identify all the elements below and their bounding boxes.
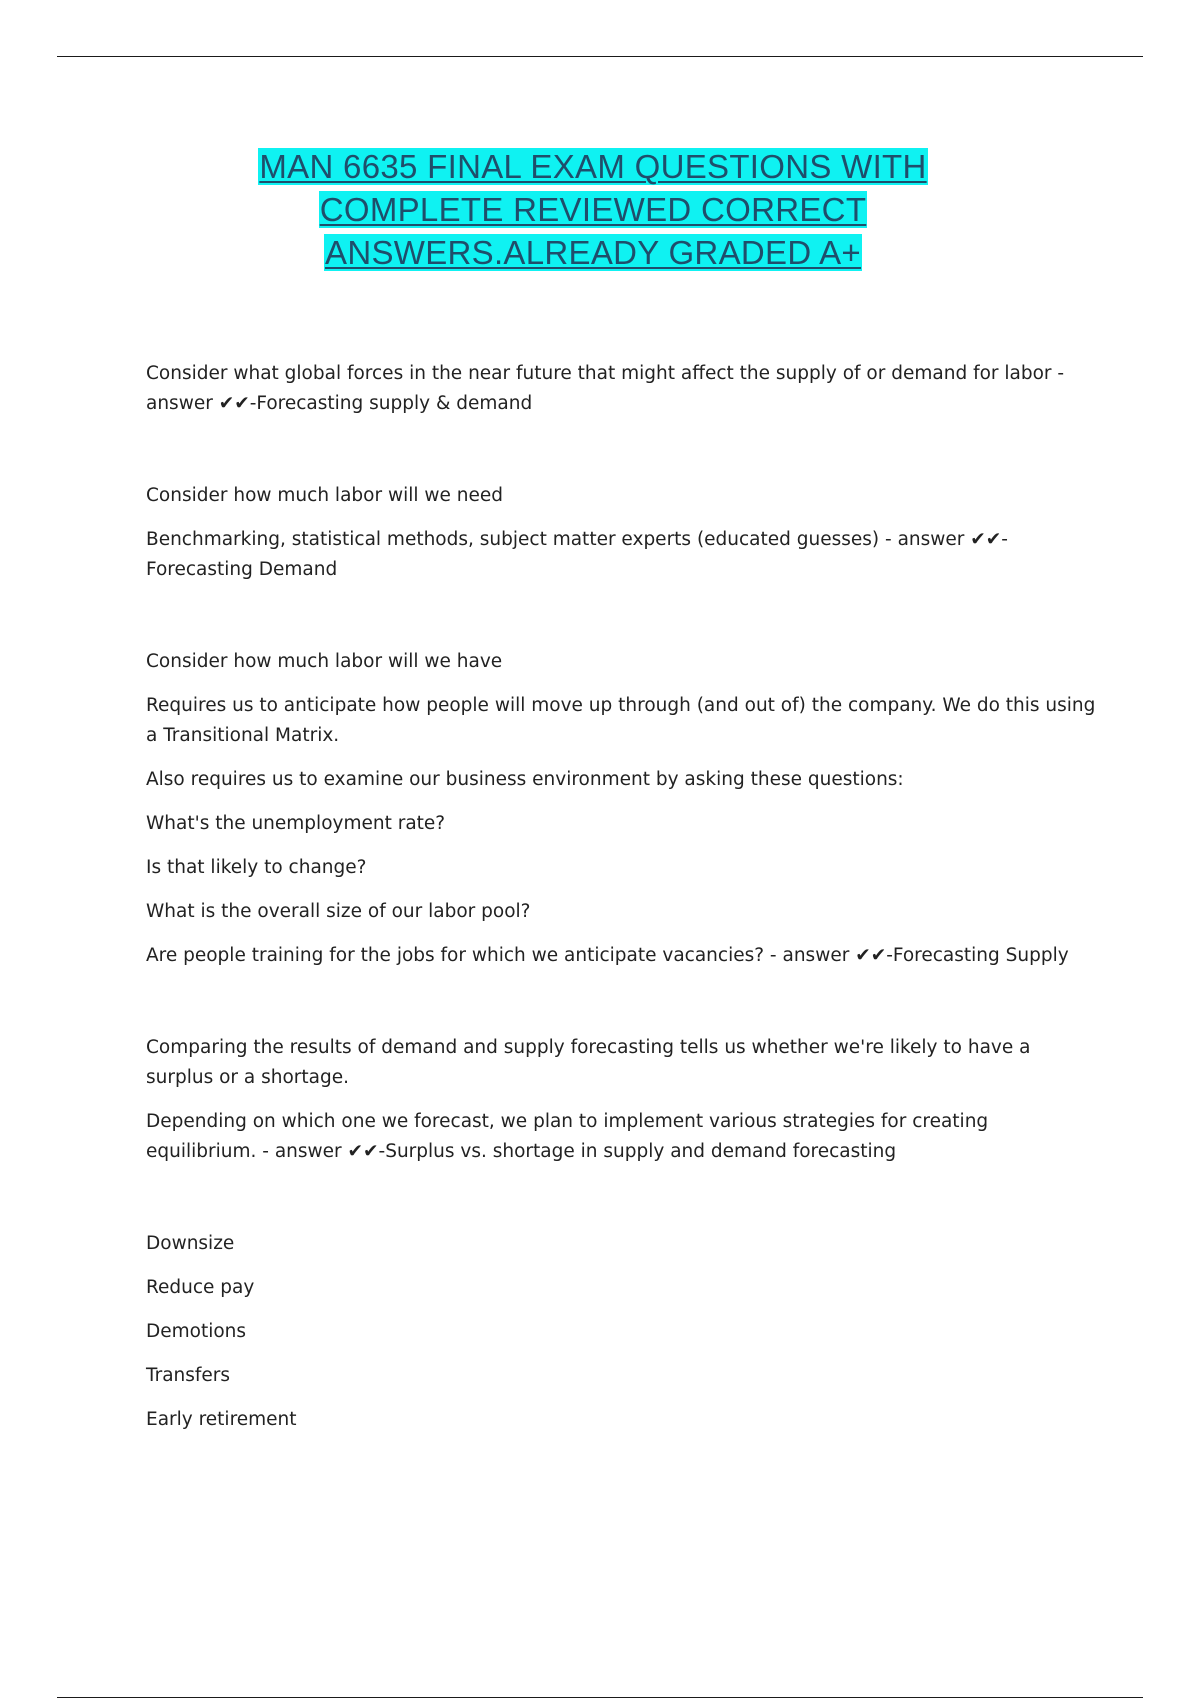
- body-paragraph: Is that likely to change?: [146, 857, 367, 878]
- answer-paragraph: Depending on which one we forecast, we plan to implement various strategies for creating equilibrium. - answer ✔✔-Surplus vs. shortage in supply and demand forecasting: [146, 1111, 989, 1162]
- title-line-3[interactable]: ANSWERS.ALREADY GRADED A+: [325, 234, 861, 271]
- body-paragraph: Also requires us to examine our business environment by asking these questions:: [146, 769, 904, 790]
- list-item: Transfers: [146, 1365, 231, 1386]
- answer-paragraph: Benchmarking, statistical methods, subject matter experts (educated guesses) - answer ✔✔-Forecasting Demand: [146, 529, 1008, 580]
- question-paragraph: Consider what global forces in the near future that might affect the supply of or demand for labor - answer ✔✔-Forecasting supply & demand: [146, 363, 1065, 414]
- list-item: Downsize: [146, 1233, 235, 1254]
- block-spacer: [146, 433, 1096, 481]
- document-title: [150, 145, 1036, 274]
- list-item: Early retirement: [146, 1409, 297, 1430]
- question-paragraph: Consider how much labor will we need: [146, 485, 504, 506]
- body-paragraph: What is the overall size of our labor pool?: [146, 901, 531, 922]
- qa-block-1: [146, 359, 1096, 419]
- block-spacer: [146, 599, 1096, 647]
- body-paragraph: Comparing the results of demand and supply forecasting tells us whether we're likely to have a surplus or a shortage.: [146, 1037, 1031, 1088]
- block-spacer: [146, 985, 1096, 1033]
- document-body: [146, 359, 1096, 1449]
- qa-block-5: [146, 1229, 1096, 1435]
- qa-block-4: [146, 1033, 1096, 1167]
- answer-paragraph: Are people training for the jobs for which we anticipate vacancies? - answer ✔✔-Forecasting Supply: [146, 945, 1069, 966]
- body-paragraph: Requires us to anticipate how people will move up through (and out of) the company. We do this using a Transitional Matrix.: [146, 695, 1096, 746]
- qa-block-2: [146, 481, 1096, 585]
- block-spacer: [146, 1181, 1096, 1229]
- footer-rule: [57, 1697, 1143, 1698]
- qa-block-3: [146, 647, 1096, 971]
- body-paragraph: What's the unemployment rate?: [146, 813, 446, 834]
- title-line-2[interactable]: COMPLETE REVIEWED CORRECT: [319, 191, 867, 228]
- list-item: Demotions: [146, 1321, 247, 1342]
- header-rule: [57, 56, 1143, 57]
- title-line-1[interactable]: MAN 6635 FINAL EXAM QUESTIONS WITH: [259, 148, 927, 185]
- list-item: Reduce pay: [146, 1277, 255, 1298]
- question-paragraph: Consider how much labor will we have: [146, 651, 503, 672]
